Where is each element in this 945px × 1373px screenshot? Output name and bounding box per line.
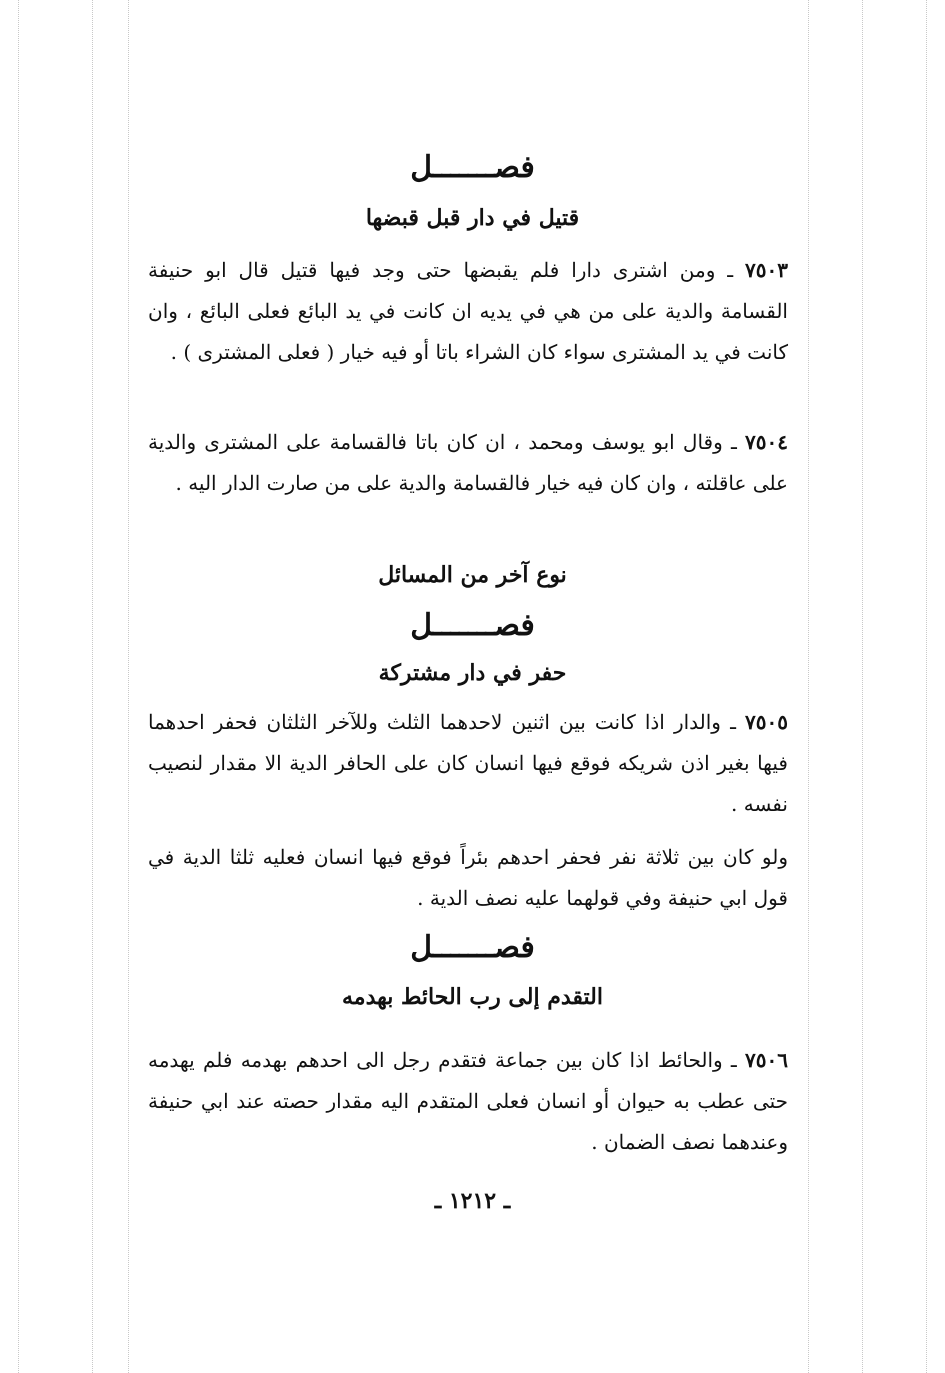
paragraph-number: ٧٥٠٤ <box>745 430 789 454</box>
paragraph-text: ـ والحائط اذا كان بين جماعة فتقدم رجل الى احدهم بهدمه فلم يهدمه حتى عطب به حيوان أو انسان فعلى المتقدم اليه مقدار حصته عند ابي حنيفة وعندهما نصف الضمان . <box>148 1048 788 1154</box>
paragraph-unnumbered <box>148 837 788 919</box>
paragraph-number: ٧٥٠٦ <box>745 1048 789 1072</box>
paragraph-text: ـ والدار اذا كانت بين اثنين لاحدهما الثلث وللآخر الثلثان فحفر احدهما فيها بغير اذن شريكه فوقع فيها انسان كان على الحافر الدية الا مقدار لنصيب نفسه . <box>148 710 788 816</box>
section-title-3: التقدم إلى رب الحائط بهدمه <box>342 984 603 1010</box>
section-heading-fasl-2: فصـــــــل <box>410 608 535 643</box>
page-number: ـ ١٢١٢ ـ <box>434 1188 511 1214</box>
paragraph-7506 <box>148 1040 788 1163</box>
paragraph-7504 <box>148 422 788 504</box>
paragraph-text: ولو كان بين ثلاثة نفر فحفر احدهم بئراً فوقع فيها انسان فعليه ثلثا الدية في قول ابي حنيفة وفي قولهما عليه نصف الدية . <box>148 845 788 910</box>
section-title-1: قتيل في دار قبل قبضها <box>365 205 580 231</box>
paragraph-number: ٧٥٠٣ <box>745 258 789 282</box>
paragraph-7505 <box>148 702 788 825</box>
paragraph-7503 <box>148 250 788 373</box>
paragraph-number: ٧٥٠٥ <box>745 710 789 734</box>
chapter-heading: نوع آخر من المسائل <box>378 562 567 588</box>
paragraph-text: ـ وقال ابو يوسف ومحمد ، ان كان باتا فالقسامة على المشترى والدية على عاقلته ، وان كان فيه خيار فالقسامة والدية على من صارت الدار اليه . <box>148 430 788 495</box>
section-heading-fasl-3: فصـــــــل <box>410 930 535 965</box>
section-heading-fasl-1: فصـــــــل <box>410 150 535 185</box>
section-title-2: حفر في دار مشتركة <box>378 660 567 686</box>
paragraph-text: ـ ومن اشترى دارا فلم يقبضها حتى وجد فيها قتيل قال ابو حنيفة القسامة والدية على من هي في يديه ان كانت في يد البائع فعلى البائع ، وان كانت في يد المشترى سواء كان الشراء باتا أو فيه خيار ( فعلى المشترى ) . <box>148 258 788 364</box>
